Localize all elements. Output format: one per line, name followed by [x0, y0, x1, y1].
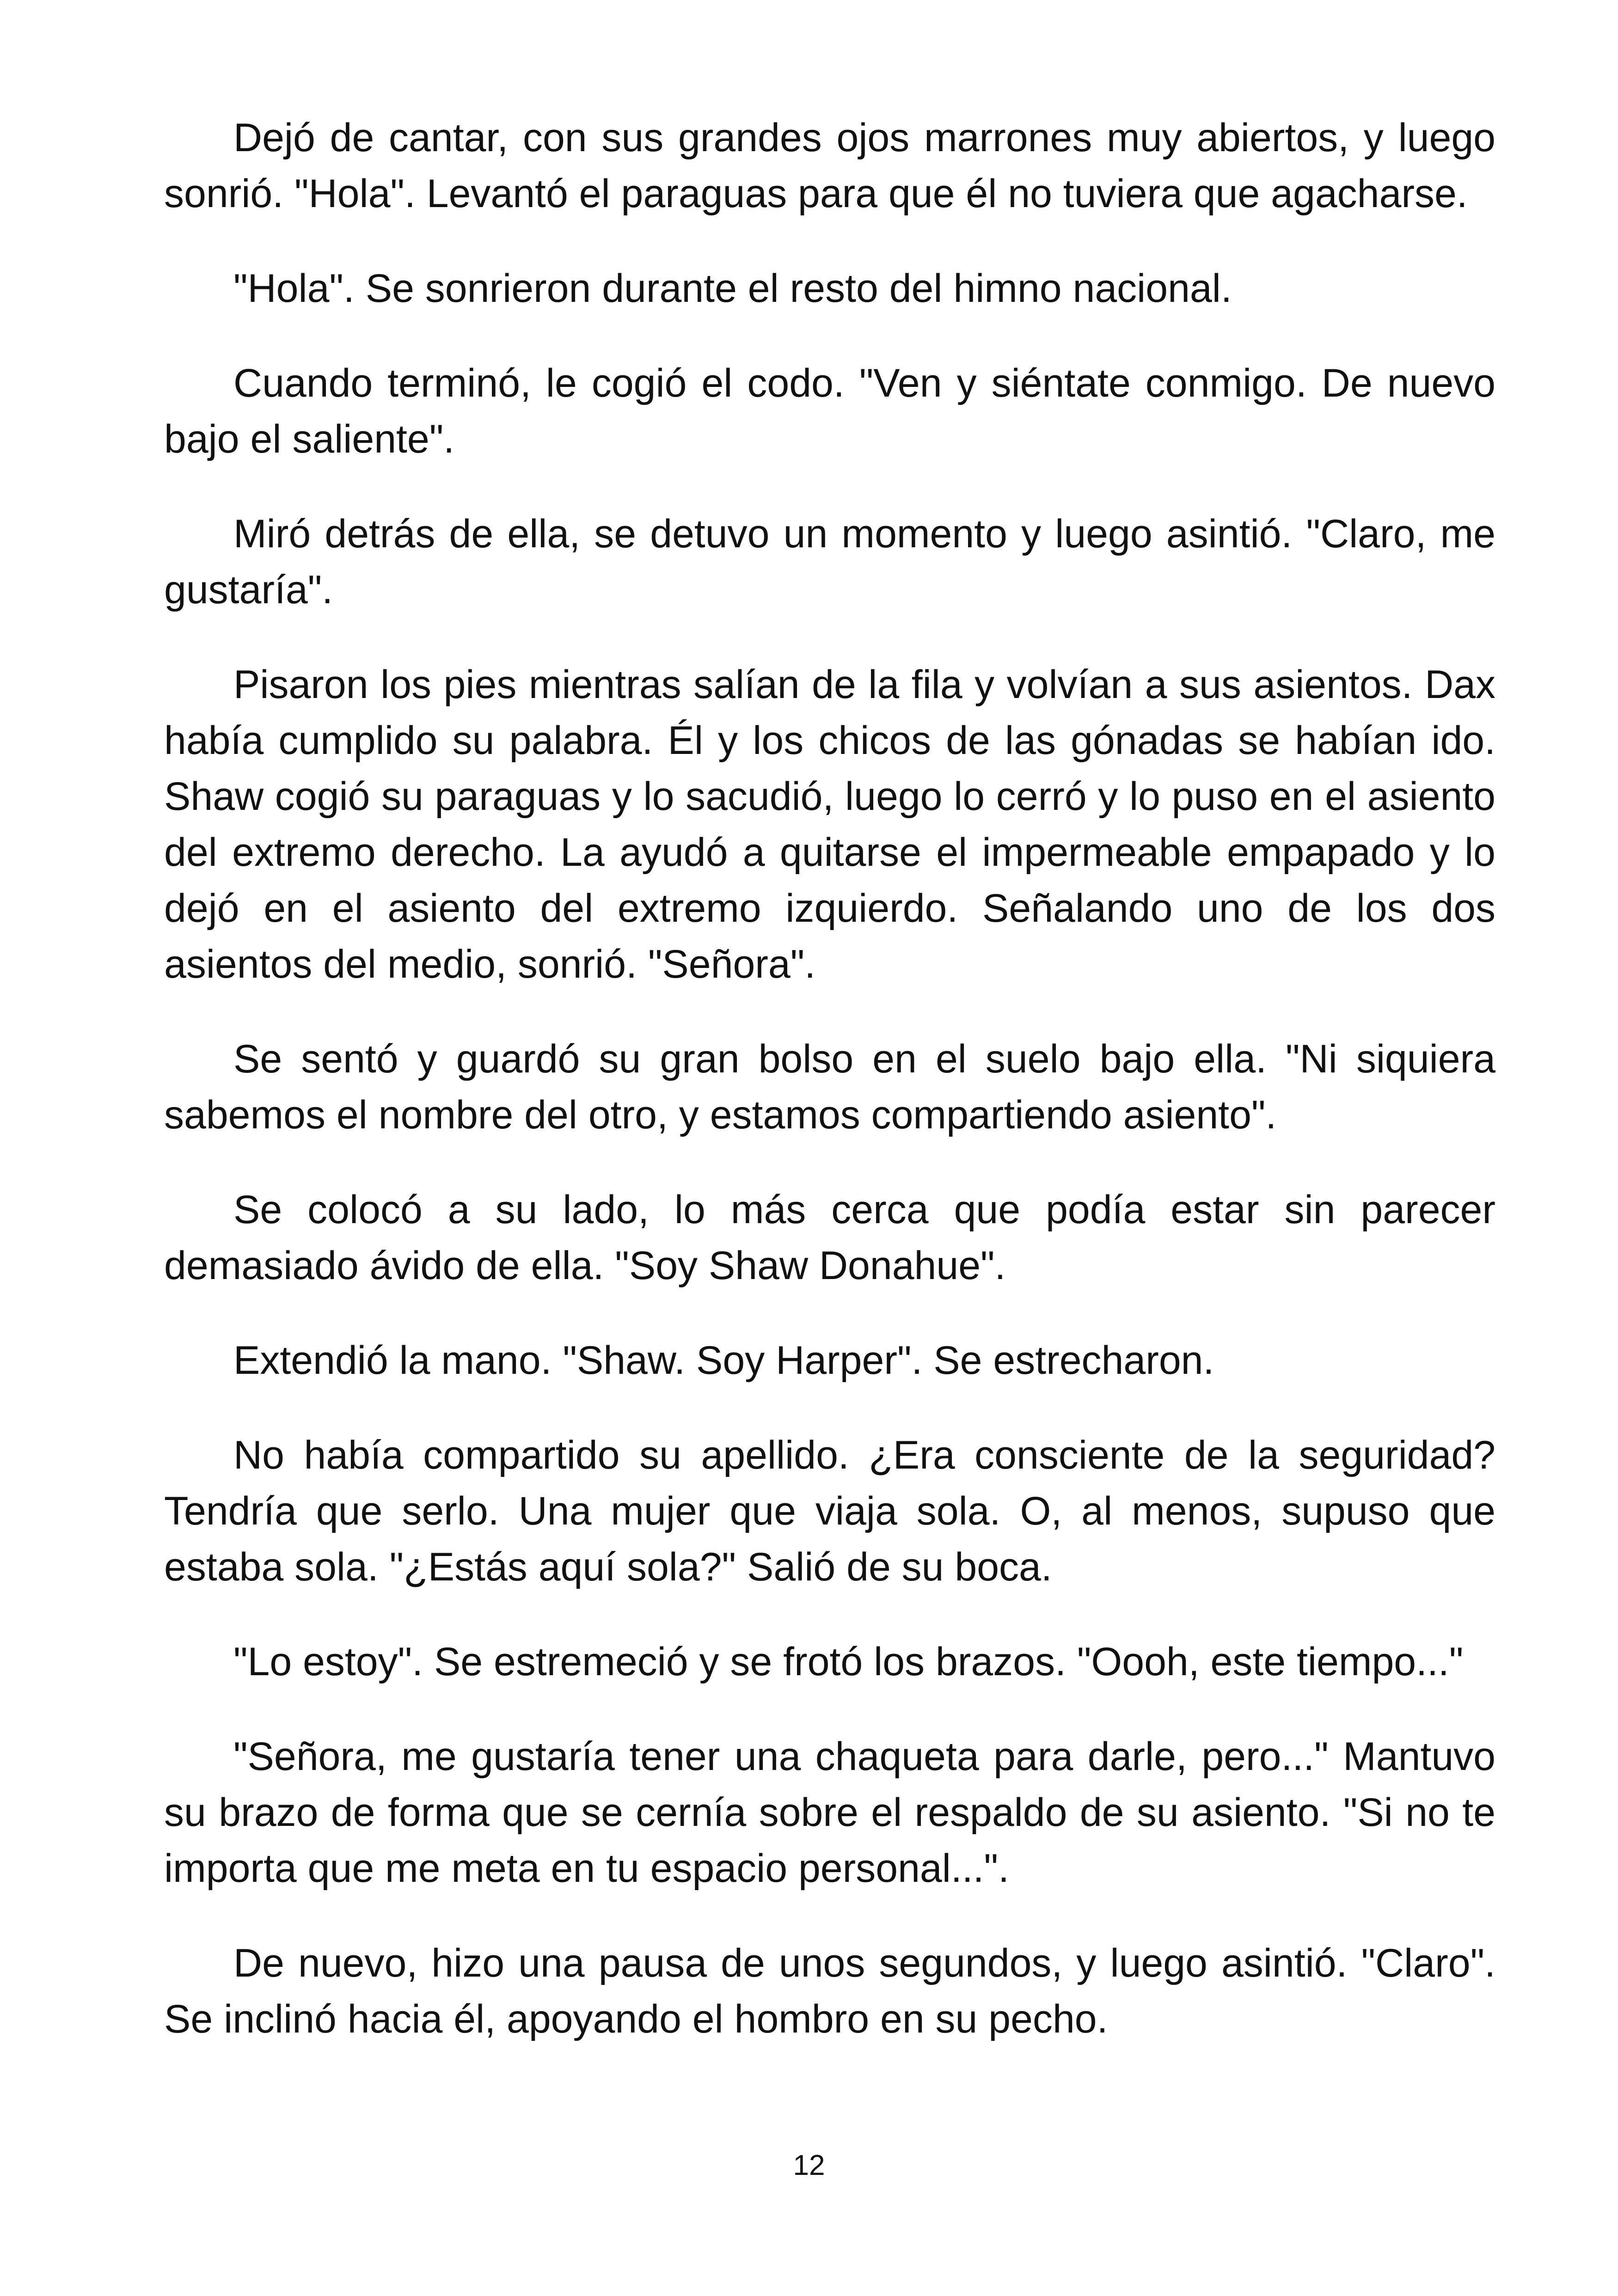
paragraph: Se colocó a su lado, lo más cerca que podía estar sin parecer demasiado ávido de ella. "Soy Shaw Donahue". — [164, 1188, 1495, 1288]
paragraph: "Lo estoy". Se estremeció y se frotó los brazos. "Oooh, este tiempo..." — [233, 1640, 1464, 1684]
paragraph: Dejó de cantar, con sus grandes ojos marrones muy abiertos, y luego sonrió. "Hola". Levantó el paraguas para que él no tuviera que agacharse. — [164, 116, 1495, 216]
paragraph: Se sentó y guardó su gran bolso en el suelo bajo ella. "Ni siquiera sabemos el nombre del otro, y estamos compartiendo asiento". — [164, 1037, 1495, 1137]
paragraph: Extendió la mano. "Shaw. Soy Harper". Se estrecharon. — [233, 1338, 1214, 1383]
paragraph: "Señora, me gustaría tener una chaqueta para darle, pero..." Mantuvo su brazo de forma que se cernía sobre el respaldo de su asiento. "Si no te importa que me meta en tu espacio personal...". — [164, 1734, 1495, 1891]
paragraph: Miró detrás de ella, se detuvo un momento y luego asintió. "Claro, me gustaría". — [164, 512, 1495, 612]
page-number: 12 — [793, 2149, 825, 2181]
paragraph: De nuevo, hizo una pausa de unos segundos, y luego asintió. "Claro". Se inclinó hacia él, apoyando el hombro en su pecho. — [164, 1941, 1495, 2041]
paragraph: Pisaron los pies mientras salían de la fila y volvían a sus asientos. Dax había cumplido su palabra. Él y los chicos de las gónadas se habían ido. Shaw cogió su paraguas y lo sacudió, luego lo cerró y lo puso en el asiento del extremo derecho. La ayudó a quitarse el impermeable empapado y lo dejó en el asiento del extremo izquierdo. Señalando uno de los dos asientos del medio, sonrió. "Señora". — [164, 662, 1495, 986]
body-text — [164, 110, 1495, 2047]
paragraph: No había compartido su apellido. ¿Era consciente de la seguridad? Tendría que serlo. Una mujer que viaja sola. O, al menos, supuso que estaba sola. "¿Estás aquí sola?" Salió de su boca. — [164, 1433, 1495, 1589]
paragraph: "Hola". Se sonrieron durante el resto del himno nacional. — [233, 266, 1232, 311]
paragraph: Cuando terminó, le cogió el codo. "Ven y siéntate conmigo. De nuevo bajo el saliente". — [164, 361, 1495, 461]
